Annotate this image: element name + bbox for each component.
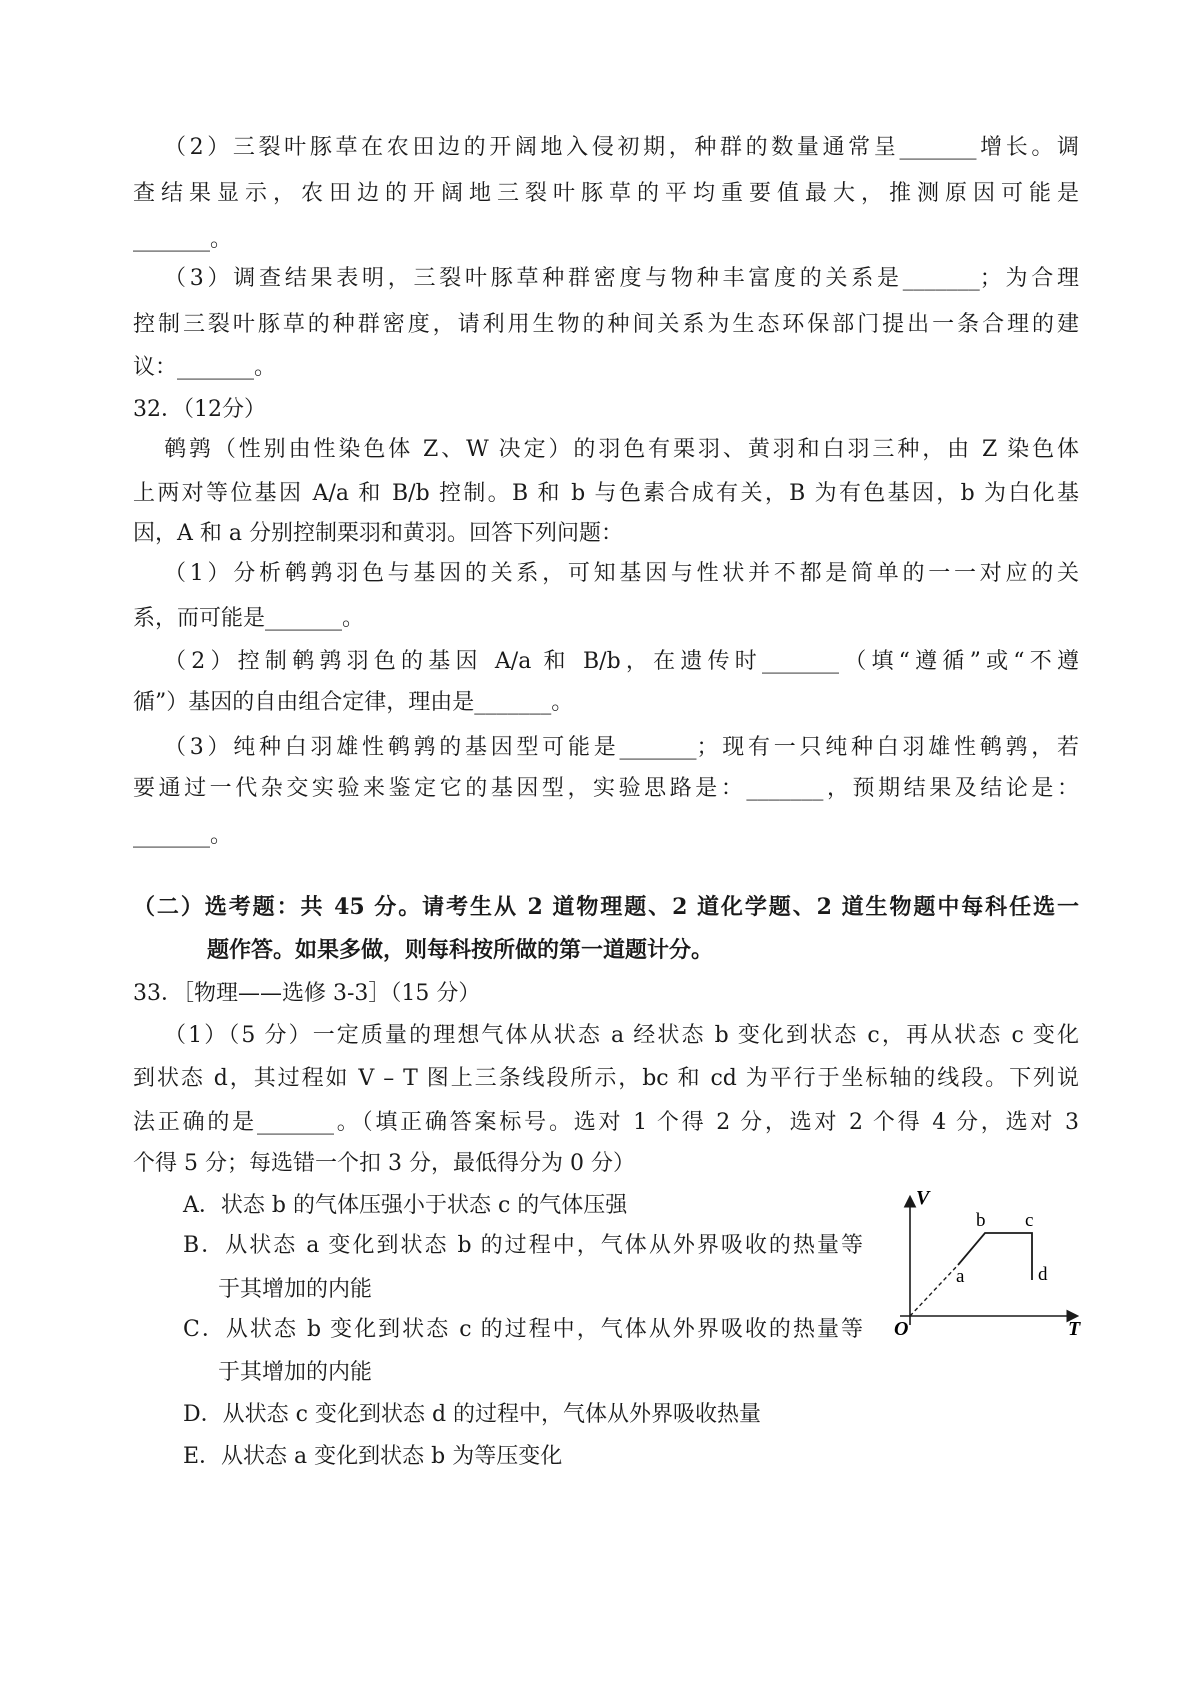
text-line: （1）（5 分）一定质量的理想气体从状态 a 经状态 b 变化到状态 c，再从状态 c 变化 [164, 1023, 1079, 1048]
process-path [958, 1233, 1032, 1280]
point-d-label: d [1038, 1264, 1048, 1285]
origin-label: O [894, 1318, 909, 1340]
option-b: B．从状态 a 变化到状态 b 的过程中，气体从外界吸收的热量等 [183, 1233, 863, 1258]
question-header: 32．（12分） [133, 397, 266, 422]
text-line: 法正确的是_______。（填正确答案标号。选对 1 个得 2 分，选对 2 个得 4 分，选对 3 [133, 1110, 1079, 1135]
vt-diagram [880, 1180, 1090, 1350]
option-b-cont: 于其增加的内能 [218, 1277, 373, 1302]
text-line: 控制三裂叶豚草的种群密度，请利用生物的种间关系为生态环保部门提出一条合理的建 [133, 312, 1079, 337]
option-c: C．从状态 b 变化到状态 c 的过程中，气体从外界吸收的热量等 [183, 1317, 863, 1342]
text-line: （二）选考题：共 45 分。请考生从 2 道物理题、2 道化学题、2 道生物题中每科任选一 [133, 894, 1079, 920]
dashed-extension [910, 1265, 958, 1316]
text-line: 个得 5 分；每选错一个扣 3 分，最低得分为 0 分） [133, 1151, 635, 1176]
text-line: （3）调查结果表明，三裂叶豚草种群密度与物种丰富度的关系是_______；为合理 [164, 266, 1079, 291]
text-line: 上两对等位基因 A/a 和 B/b 控制。B 和 b 与色素合成有关，B 为有色基因，b 为白化基 [133, 481, 1079, 506]
text-line: 要通过一代杂交实验来鉴定它的基因型，实验思路是：_______，预期结果及结论是： [133, 776, 1079, 801]
point-b-label: b [976, 1210, 986, 1231]
v-axis-label: V [916, 1187, 930, 1209]
option-a: A．状态 b 的气体压强小于状态 c 的气体压强 [183, 1193, 628, 1218]
question-header: 33．［物理——选修 3-3］（15 分） [133, 981, 481, 1006]
text-line: _______。 [133, 227, 233, 252]
option-d: D．从状态 c 变化到状态 d 的过程中，气体从外界吸收热量 [183, 1402, 762, 1427]
t-axis-label: T [1068, 1318, 1081, 1340]
text-line: （2）控制鹌鹑羽色的基因 A/a 和 B/b，在遗传时_______（填“遵循”或“不遵 [164, 649, 1079, 674]
text-line: 议：_______。 [133, 355, 277, 380]
text-line: 系，而可能是_______。 [133, 606, 365, 631]
option-e: E．从状态 a 变化到状态 b 为等压变化 [183, 1444, 563, 1469]
option-c-cont: 于其增加的内能 [218, 1360, 373, 1385]
text-line: （3）纯种白羽雄性鹌鹑的基因型可能是_______；现有一只纯种白羽雄性鹌鹑，若 [164, 735, 1079, 760]
point-a-label: a [956, 1266, 965, 1287]
text-line: （1）分析鹌鹑羽色与基因的关系，可知基因与性状并不都是简单的一一对应的关 [164, 561, 1079, 586]
text-line: 循”）基因的自由组合定律，理由是_______。 [133, 690, 574, 715]
text-line: 因，A 和 a 分别控制栗羽和黄羽。回答下列问题： [133, 521, 623, 546]
point-c-label: c [1025, 1210, 1034, 1231]
text-line: _______。 [133, 823, 233, 848]
text-line: 到状态 d，其过程如 V – T 图上三条线段所示，bc 和 cd 为平行于坐标轴的线段。下列说 [133, 1066, 1079, 1091]
text-line: 鹌鹑（性别由性染色体 Z、W 决定）的羽色有栗羽、黄羽和白羽三种，由 Z 染色体 [164, 437, 1079, 462]
text-line: （2）三裂叶豚草在农田边的开阔地入侵初期，种群的数量通常呈_______增长。调 [164, 135, 1079, 160]
text-line: 题作答。如果多做，则每科按所做的第一道题计分。 [207, 937, 714, 963]
text-line: 查结果显示，农田边的开阔地三裂叶豚草的平均重要值最大，推测原因可能是 [133, 181, 1079, 206]
